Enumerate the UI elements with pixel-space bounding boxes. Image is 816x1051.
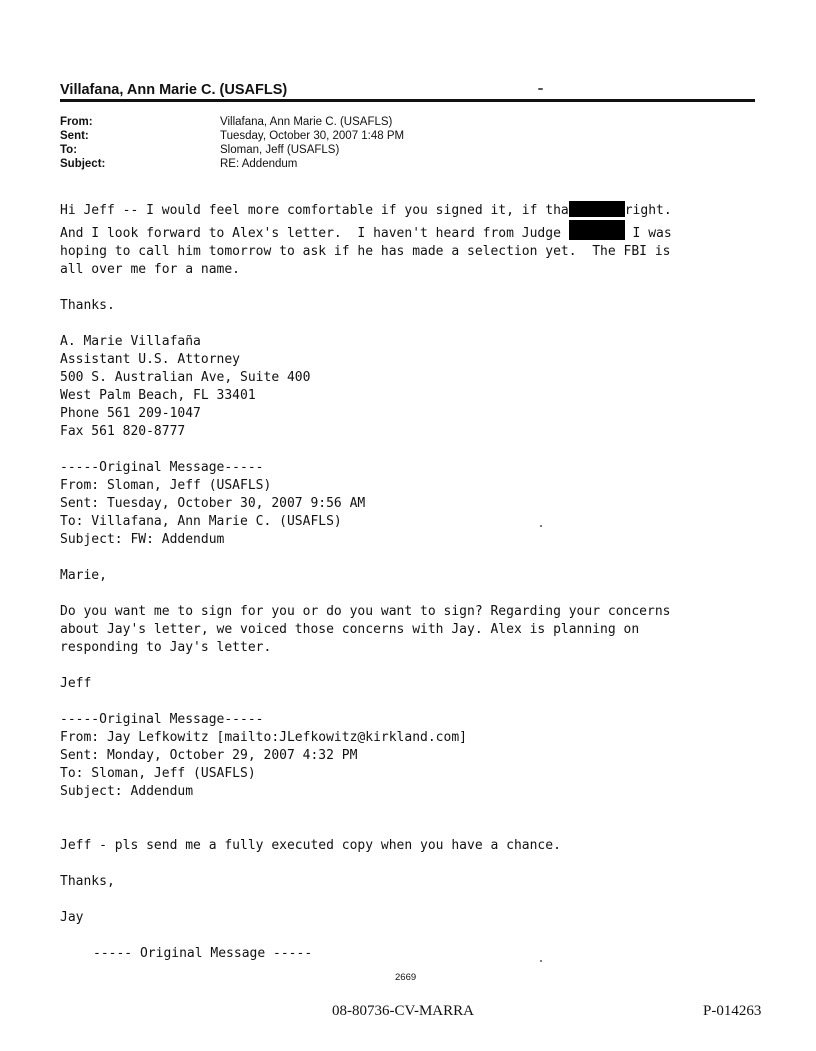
mailbox-owner-title: Villafana, Ann Marie C. (USAFLS): [60, 82, 288, 98]
body-text-segment: Hi Jeff -- I would feel more comfortable if you signed it, if tha: [60, 203, 569, 218]
to-value: Sloman, Jeff (USAFLS): [220, 144, 340, 156]
signature-address-line: West Palm Beach, FL 33401: [60, 388, 256, 403]
body-line: Jeff - pls send me a fully executed copy when you have a chance.: [60, 838, 561, 853]
original-message-marker: ----- Original Message -----: [93, 946, 313, 961]
original-message-marker: -----Original Message-----: [60, 460, 264, 475]
body-line: hoping to call him tomorrow to ask if he has made a selection yet. The FBI is: [60, 244, 671, 259]
scan-speck: [540, 960, 542, 962]
redaction-block: [569, 201, 625, 217]
body-line: [60, 201, 760, 220]
sent-label: Sent:: [60, 130, 89, 142]
quoted-header-to: To: Sloman, Jeff (USAFLS): [60, 766, 256, 781]
quoted-signoff: Jay: [60, 910, 84, 925]
page-number: 2669: [395, 972, 417, 983]
to-label: To:: [60, 144, 78, 156]
case-number: 08-80736-CV-MARRA: [332, 1003, 474, 1019]
signature-name: A. Marie Villafaña: [60, 334, 201, 349]
body-line: about Jay's letter, we voiced those concerns with Jay. Alex is planning on: [60, 622, 640, 637]
quoted-signoff: Jeff: [60, 676, 92, 691]
body-text-segment: right.: [624, 203, 672, 218]
from-value: Villafana, Ann Marie C. (USAFLS): [220, 116, 393, 128]
scan-speck: [538, 88, 543, 90]
bates-number: P-014263: [703, 1003, 762, 1019]
from-label: From:: [60, 116, 93, 128]
quoted-header-to: To: Villafana, Ann Marie C. (USAFLS): [60, 514, 342, 529]
body-text-segment: I was: [624, 226, 672, 241]
body-text-segment: And I look forward to Alex's letter. I haven't heard from Judge: [60, 226, 569, 241]
subject-value: RE: Addendum: [220, 158, 298, 170]
quoted-thanks: Thanks,: [60, 874, 115, 889]
body-line: all over me for a name.: [60, 262, 241, 277]
original-message-marker: -----Original Message-----: [60, 712, 264, 727]
signature-title: Assistant U.S. Attorney: [60, 352, 241, 367]
quoted-header-sent: Sent: Tuesday, October 30, 2007 9:56 AM: [60, 496, 366, 511]
sent-value: Tuesday, October 30, 2007 1:48 PM: [220, 130, 405, 142]
quoted-header-sent: Sent: Monday, October 29, 2007 4:32 PM: [60, 748, 358, 763]
email-body: [60, 201, 760, 963]
header-rule: [60, 99, 755, 102]
quoted-greeting: Marie,: [60, 568, 107, 583]
body-line: Do you want me to sign for you or do you want to sign? Regarding your concerns: [60, 604, 671, 619]
quoted-header-subject: Subject: FW: Addendum: [60, 532, 225, 547]
quoted-header-subject: Subject: Addendum: [60, 784, 194, 799]
signature-fax: Fax 561 820-8777: [60, 424, 186, 439]
quoted-header-from: From: Jay Lefkowitz [mailto:JLefkowitz@kirkland.com]: [60, 730, 467, 745]
body-thanks: Thanks.: [60, 298, 115, 313]
redaction-block: [569, 220, 625, 240]
body-line: responding to Jay's letter.: [60, 640, 272, 655]
quoted-header-from: From: Sloman, Jeff (USAFLS): [60, 478, 272, 493]
signature-address-line: 500 S. Australian Ave, Suite 400: [60, 370, 311, 385]
subject-label: Subject:: [60, 158, 106, 170]
scan-speck: [540, 525, 542, 527]
signature-phone: Phone 561 209-1047: [60, 406, 201, 421]
body-line: [60, 220, 760, 243]
